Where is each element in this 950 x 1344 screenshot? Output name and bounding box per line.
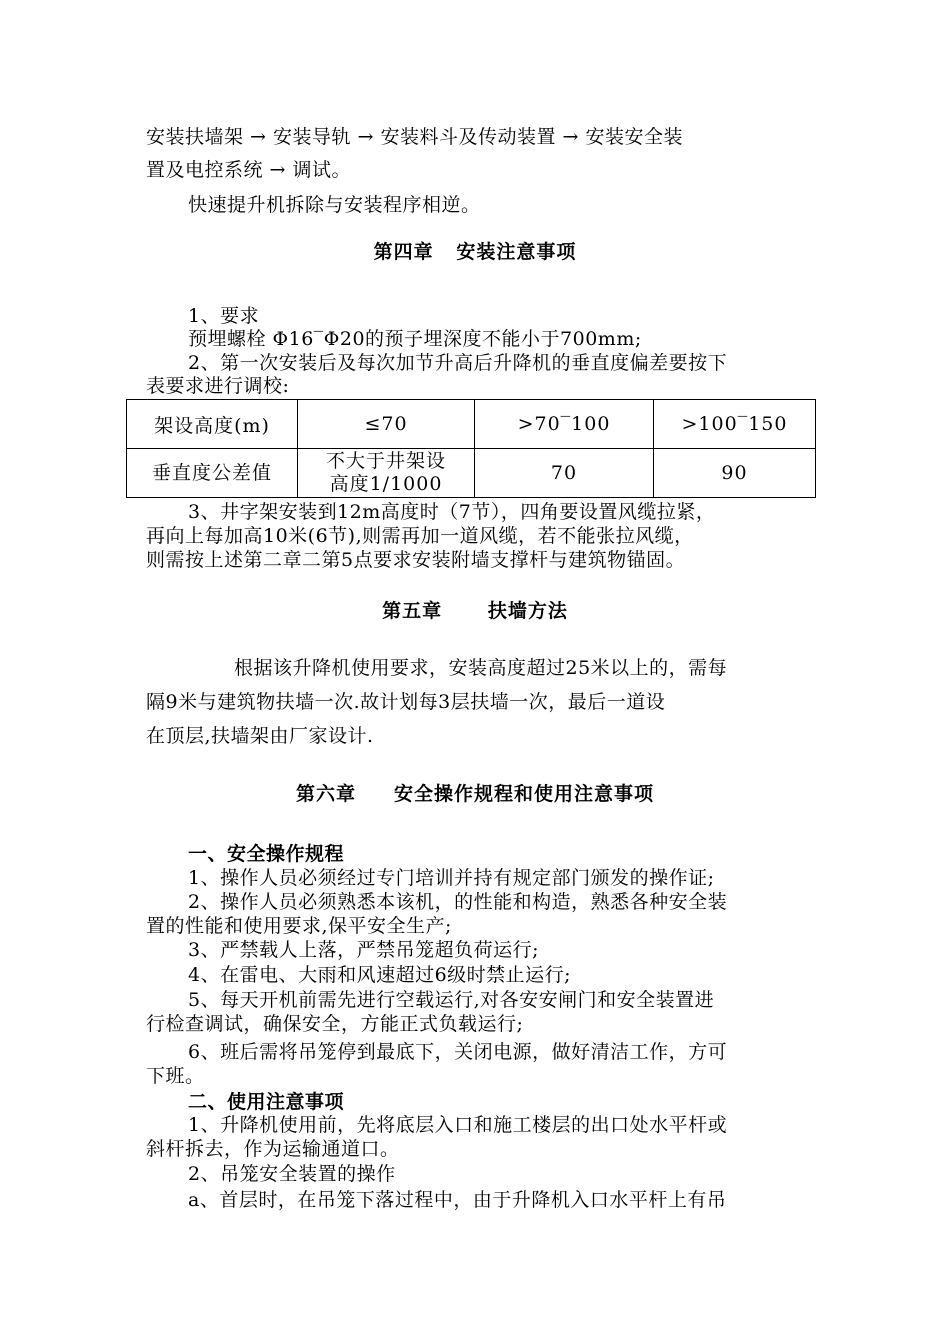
ch6-s2-item1b: 斜杆拆去，作为运输通道口。 bbox=[146, 1138, 400, 1160]
ch5-line3: 在顶层,扶墙架由厂家设计. bbox=[146, 725, 374, 747]
ch4-item1: 1、要求 bbox=[188, 305, 260, 327]
ch4-item3-line3: 则需按上述第二章二第5点要求安装附墙支撑杆与建筑物锚固。 bbox=[146, 549, 686, 571]
ch6-s1-item5b: 行检查调试，确保安全，方能正式负载运行; bbox=[146, 1013, 524, 1035]
ch6-s1-item6b: 下班。 bbox=[146, 1065, 205, 1087]
ch6-s1-item2a: 2、操作人员必须熟悉本该机，的性能和构造，熟悉各种安全装 bbox=[188, 891, 728, 913]
table-cell-line: 高度1/1000 bbox=[329, 473, 443, 495]
ch6-s1-item6a: 6、班后需将吊笼停到最底下，关闭电源，做好清洁工作，方可 bbox=[188, 1041, 728, 1063]
ch6-s1-item5a: 5、每天开机前需先进行空载运行,对各安安闸门和安全装置进 bbox=[188, 989, 715, 1011]
ch4-item3-line2: 再向上每加高10米(6节),则需再加一道风缆，若不能张拉风缆， bbox=[146, 525, 694, 547]
table-cell: 70 bbox=[475, 449, 654, 498]
ch5-line1: 根据该升降机使用要求，安装高度超过25米以上的，需每 bbox=[234, 657, 728, 679]
intro-line-1: 安装扶墙架 → 安装导轨 → 安装料斗及传动装置 → 安装安全装 bbox=[146, 126, 683, 148]
chapter5-title: 第五章 扶墙方法 bbox=[382, 600, 568, 622]
table-header-cell: >100‾150 bbox=[654, 400, 816, 449]
ch6-s1-item3: 3、严禁载人上落，严禁吊笼超负荷运行; bbox=[188, 939, 539, 961]
verticality-table bbox=[126, 399, 816, 498]
ch4-item1-text: 预埋螺栓 Φ16‾Φ20的预子埋深度不能小于700mm; bbox=[188, 328, 642, 350]
ch4-item2-line2: 表要求进行调校: bbox=[146, 375, 290, 397]
ch4-item2-line1: 2、第一次安装后及每次加节升高后升降机的垂直度偏差要按下 bbox=[188, 352, 728, 374]
table-header-cell: >70‾100 bbox=[475, 400, 654, 449]
table-cell: 90 bbox=[654, 449, 816, 498]
table-cell: 垂直度公差值 bbox=[127, 449, 298, 498]
ch4-item3-line1: 3、井字架安装到12m高度时（7节），四角要设置风缆拉紧， bbox=[188, 501, 716, 523]
ch6-section1-title: 一、安全操作规程 bbox=[188, 843, 345, 865]
ch6-s1-item2b: 置的性能和使用要求,保平安全生产; bbox=[146, 915, 452, 937]
table-cell-line: 不大于井架设 bbox=[325, 450, 446, 472]
ch6-section2-title: 二、使用注意事项 bbox=[188, 1091, 345, 1113]
table-row bbox=[127, 449, 816, 498]
ch6-s2-item2: 2、吊笼安全装置的操作 bbox=[188, 1163, 396, 1185]
ch5-line2: 隔9米与建筑物扶墙一次.故计划每3层扶墙一次，最后一道设 bbox=[146, 691, 666, 713]
ch6-s2-item1a: 1、升降机使用前，先将底层入口和施工楼层的出口处水平杆或 bbox=[188, 1114, 728, 1136]
intro-line-2: 置及电控系统 → 调试。 bbox=[146, 159, 351, 181]
table-header-cell: ≤70 bbox=[298, 400, 475, 449]
intro-line-3: 快速提升机拆除与安装程序相逆。 bbox=[188, 194, 481, 216]
ch6-s2-item-a: a、首层时，在吊笼下落过程中，由于升降机入口水平杆上有吊 bbox=[188, 1189, 727, 1211]
table-row bbox=[127, 400, 816, 449]
ch6-s1-item4: 4、在雷电、大雨和风速超过6级时禁止运行; bbox=[188, 964, 572, 986]
ch6-s1-item1: 1、操作人员必须经过专门培训并持有规定部门颁发的操作证; bbox=[188, 867, 715, 889]
chapter6-title: 第六章 安全操作规程和使用注意事项 bbox=[295, 783, 655, 805]
table-cell bbox=[298, 449, 475, 498]
table-header-cell: 架设高度(m) bbox=[127, 400, 298, 449]
chapter4-title: 第四章 安装注意事项 bbox=[373, 241, 577, 263]
